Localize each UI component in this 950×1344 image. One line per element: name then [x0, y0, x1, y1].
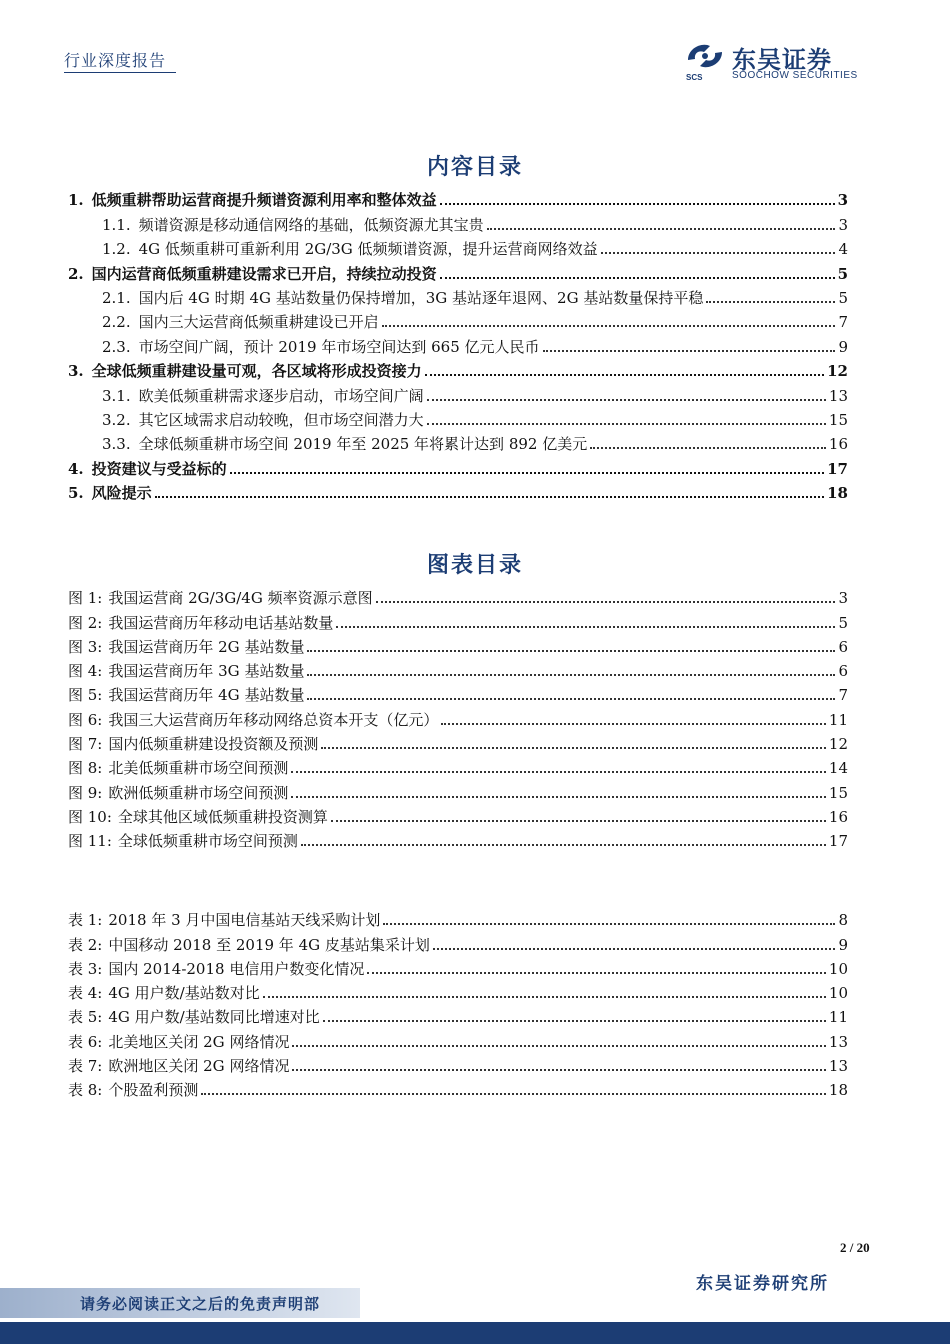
- table-entry[interactable]: [68, 1027, 848, 1051]
- logo-mark-icon: [684, 40, 726, 72]
- toc-entry-page: 4: [838, 240, 848, 259]
- leader-dots: [291, 771, 826, 773]
- toc-leader-dots: [440, 203, 835, 205]
- toc-entry-page: 18: [827, 484, 848, 503]
- toc-entry[interactable]: [68, 479, 848, 503]
- toc-leader-dots: [425, 374, 824, 376]
- toc-entry-title: 全球低频重耕建设量可观，各区域将形成投资接力: [91, 362, 422, 381]
- figure-entry-page: 14: [828, 759, 848, 778]
- figure-entry-label: 图 3:: [68, 637, 103, 656]
- report-type-label: 行业深度报告: [64, 51, 167, 70]
- toc-entry-page: 5: [837, 264, 848, 283]
- toc-leader-dots: [487, 228, 836, 230]
- figure-entry[interactable]: [68, 633, 848, 657]
- figure-entry-page: 7: [838, 686, 848, 705]
- toc-entry-number: 1.: [68, 191, 84, 210]
- table-entry[interactable]: [68, 979, 848, 1003]
- toc-entry[interactable]: [68, 406, 848, 430]
- table-entry-label: 表 4:: [68, 984, 103, 1003]
- leader-dots: [376, 601, 836, 603]
- figure-entry-title: 我国运营商历年移动电话基站数量: [108, 613, 334, 632]
- brand-logo: [684, 40, 884, 88]
- toc-entry-title: 市场空间广阔，预计 2019 年市场空间达到 665 亿元人民币: [138, 337, 540, 356]
- table-entry-label: 表 8:: [68, 1081, 103, 1100]
- toc-entry[interactable]: [68, 235, 848, 259]
- figure-entry-title: 我国运营商历年 3G 基站数量: [108, 662, 305, 681]
- toc-entry-page: 17: [827, 459, 848, 478]
- toc-entry-page: 16: [828, 435, 848, 454]
- toc-leader-dots: [601, 252, 836, 254]
- toc-entry-title: 全球低频重耕市场空间 2019 年至 2025 年将累计达到 892 亿美元: [138, 435, 588, 454]
- leader-dots: [292, 1045, 825, 1047]
- leader-dots: [201, 1093, 826, 1095]
- figure-entry-page: 5: [838, 613, 848, 632]
- toc-leader-dots: [706, 301, 835, 303]
- figure-entry-title: 我国运营商历年 2G 基站数量: [108, 637, 305, 656]
- figure-entry[interactable]: [68, 608, 848, 632]
- page-number: 2 / 20: [840, 1240, 870, 1255]
- figure-entry-title: 全球低频重耕市场空间预测: [117, 832, 298, 851]
- figures-index-title: 图表目录: [426, 552, 523, 578]
- table-entry-page: 9: [838, 935, 848, 954]
- footer-bar: [0, 1322, 950, 1344]
- toc-leader-dots: [155, 496, 824, 498]
- table-entry-title: 2018 年 3 月中国电信基站天线采购计划: [108, 911, 381, 930]
- toc-entry-title: 投资建议与受益标的: [91, 459, 227, 478]
- figure-entry[interactable]: [68, 705, 848, 729]
- figure-entry-page: 11: [828, 710, 848, 729]
- figure-entry-label: 图 5:: [68, 686, 103, 705]
- table-entry-title: 4G 用户数/基站数同比增速对比: [108, 1008, 320, 1027]
- table-entry-title: 中国移动 2018 至 2019 年 4G 皮基站集采计划: [108, 935, 430, 954]
- figure-entry-title: 我国运营商 2G/3G/4G 频率资源示意图: [108, 589, 373, 608]
- figure-entry-page: 12: [828, 735, 848, 754]
- header-underline: [64, 72, 176, 73]
- toc-entry[interactable]: [68, 381, 848, 405]
- leader-dots: [307, 698, 835, 700]
- table-entry-title: 国内 2014-2018 电信用户数变化情况: [108, 959, 365, 978]
- leader-dots: [307, 650, 835, 652]
- toc-entry[interactable]: [68, 332, 848, 356]
- figure-entry-title: 全球其他区域低频重耕投资测算: [117, 807, 328, 826]
- toc-leader-dots: [427, 399, 826, 401]
- table-of-contents: [68, 186, 848, 503]
- toc-entry-number: 5.: [68, 484, 84, 503]
- leader-dots: [383, 923, 835, 925]
- figure-entry-page: 6: [838, 662, 848, 681]
- toc-entry-page: 7: [838, 313, 848, 332]
- table-entry-page: 18: [828, 1081, 848, 1100]
- toc-entry-title: 频谱资源是移动通信网络的基础，低频资源尤其宝贵: [138, 215, 484, 234]
- table-entry-title: 北美地区关闭 2G 网络情况: [108, 1032, 290, 1051]
- table-entry[interactable]: [68, 955, 848, 979]
- table-entry-label: 表 7:: [68, 1057, 103, 1076]
- toc-entry[interactable]: [68, 259, 848, 283]
- leader-dots: [321, 747, 826, 749]
- table-entry-title: 欧洲地区关闭 2G 网络情况: [108, 1057, 290, 1076]
- toc-leader-dots: [427, 423, 826, 425]
- tables-index: [68, 906, 848, 1100]
- figure-entry-page: 3: [838, 589, 848, 608]
- table-entry-title: 个股盈利预测: [108, 1081, 199, 1100]
- figure-entry-title: 欧洲低频重耕市场空间预测: [108, 783, 289, 802]
- leader-dots: [441, 723, 826, 725]
- toc-entry[interactable]: [68, 186, 848, 210]
- toc-entry-number: 2.: [68, 264, 84, 283]
- table-entry-label: 表 3:: [68, 959, 103, 978]
- figure-entry[interactable]: [68, 754, 848, 778]
- toc-entry-number: 4.: [68, 459, 84, 478]
- table-entry-label: 表 5:: [68, 1008, 103, 1027]
- figure-entry-title: 国内低频重耕建设投资额及预测: [108, 735, 319, 754]
- toc-leader-dots: [590, 447, 826, 449]
- table-entry-label: 表 1:: [68, 911, 103, 930]
- toc-entry[interactable]: [68, 454, 848, 478]
- figure-entry-title: 我国运营商历年 4G 基站数量: [108, 686, 305, 705]
- toc-entry-title: 4G 低频重耕可重新利用 2G/3G 低频频谱资源，提升运营商网络效益: [138, 240, 598, 259]
- leader-dots: [291, 796, 826, 798]
- toc-leader-dots: [440, 277, 835, 279]
- figure-entry-label: 图 6:: [68, 710, 103, 729]
- figure-entry-page: 15: [828, 783, 848, 802]
- toc-title: 内容目录: [426, 154, 523, 180]
- figure-entry[interactable]: [68, 778, 848, 802]
- figure-entry-label: 图 1:: [68, 589, 103, 608]
- toc-entry-title: 国内三大运营商低频重耕建设已开启: [138, 313, 379, 332]
- toc-entry[interactable]: [68, 308, 848, 332]
- logo-chinese-name: 东吴证券: [732, 46, 832, 74]
- table-entry[interactable]: [68, 930, 848, 954]
- figure-entry[interactable]: [68, 730, 848, 754]
- toc-entry-page: 13: [828, 386, 848, 405]
- toc-entry-page: 9: [838, 337, 848, 356]
- figure-entry-label: 图 7:: [68, 735, 103, 754]
- logo-abbreviation: SCS: [686, 73, 703, 82]
- figure-entry-label: 图 8:: [68, 759, 103, 778]
- leader-dots: [331, 820, 826, 822]
- footer-organization: 东吴证券研究所: [696, 1274, 829, 1294]
- table-entry-page: 8: [838, 911, 848, 930]
- figure-entry[interactable]: [68, 584, 848, 608]
- figure-entry-title: 北美低频重耕市场空间预测: [108, 759, 289, 778]
- table-entry[interactable]: [68, 906, 848, 930]
- table-entry-page: 13: [828, 1032, 848, 1051]
- toc-entry[interactable]: [68, 284, 848, 308]
- figure-entry[interactable]: [68, 827, 848, 851]
- leader-dots: [323, 1020, 826, 1022]
- table-entry-label: 表 2:: [68, 935, 103, 954]
- leader-dots: [307, 674, 835, 676]
- toc-entry-number: 3.3.: [102, 435, 131, 454]
- figure-entry-page: 6: [838, 637, 848, 656]
- toc-entry-number: 2.1.: [102, 288, 131, 307]
- toc-entry-number: 3.: [68, 362, 84, 381]
- toc-entry[interactable]: [68, 210, 848, 234]
- table-entry-label: 表 6:: [68, 1032, 103, 1051]
- leader-dots: [336, 626, 835, 628]
- table-entry-page: 11: [828, 1008, 848, 1027]
- toc-entry-title: 低频重耕帮助运营商提升频谱资源利用率和整体效益: [91, 191, 437, 210]
- toc-entry-number: 3.1.: [102, 386, 131, 405]
- toc-leader-dots: [382, 325, 836, 327]
- leader-dots: [263, 996, 826, 998]
- toc-entry-page: 3: [837, 191, 848, 210]
- table-entry[interactable]: [68, 1076, 848, 1100]
- toc-entry[interactable]: [68, 357, 848, 381]
- toc-entry-title: 国内后 4G 时期 4G 基站数量仍保持增加，3G 基站逐年退网、2G 基站数量保持平稳: [138, 288, 704, 307]
- figure-entry[interactable]: [68, 657, 848, 681]
- table-entry-page: 10: [828, 959, 848, 978]
- toc-entry-number: 2.3.: [102, 337, 131, 356]
- toc-entry-title: 风险提示: [91, 484, 152, 503]
- figure-entry-label: 图 2:: [68, 613, 103, 632]
- figure-entry-page: 16: [828, 807, 848, 826]
- figures-index: [68, 584, 848, 851]
- toc-entry-title: 欧美低频重耕需求逐步启动，市场空间广阔: [138, 386, 424, 405]
- figure-entry-page: 17: [828, 832, 848, 851]
- table-entry[interactable]: [68, 1003, 848, 1027]
- leader-dots: [367, 972, 826, 974]
- toc-entry-number: 2.2.: [102, 313, 131, 332]
- toc-entry-page: 5: [838, 288, 848, 307]
- table-entry-title: 4G 用户数/基站数对比: [108, 984, 260, 1003]
- disclaimer-text: 请务必阅读正文之后的免责声明部: [80, 1295, 321, 1313]
- toc-entry-number: 1.1.: [102, 215, 131, 234]
- toc-entry-page: 3: [838, 215, 848, 234]
- table-entry[interactable]: [68, 1052, 848, 1076]
- figure-entry-label: 图 10:: [68, 807, 112, 826]
- toc-entry-page: 15: [828, 410, 848, 429]
- figure-entry-label: 图 4:: [68, 662, 103, 681]
- toc-entry-title: 国内运营商低频重耕建设需求已开启，持续拉动投资: [91, 264, 437, 283]
- toc-entry-number: 3.2.: [102, 410, 131, 429]
- toc-entry-title: 其它区域需求启动较晚，但市场空间潜力大: [138, 410, 424, 429]
- toc-leader-dots: [543, 350, 836, 352]
- toc-leader-dots: [230, 472, 824, 474]
- leader-dots: [433, 948, 836, 950]
- leader-dots: [292, 1069, 825, 1071]
- toc-entry[interactable]: [68, 430, 848, 454]
- figure-entry-title: 我国三大运营商历年移动网络总资本开支（亿元）: [108, 710, 439, 729]
- figure-entry[interactable]: [68, 681, 848, 705]
- figure-entry-label: 图 11:: [68, 832, 112, 851]
- toc-entry-page: 12: [827, 362, 848, 381]
- toc-entry-number: 1.2.: [102, 240, 131, 259]
- figure-entry[interactable]: [68, 803, 848, 827]
- table-entry-page: 13: [828, 1057, 848, 1076]
- logo-english-name: SOOCHOW SECURITIES: [732, 70, 858, 81]
- figure-entry-label: 图 9:: [68, 783, 103, 802]
- leader-dots: [301, 844, 826, 846]
- table-entry-page: 10: [828, 984, 848, 1003]
